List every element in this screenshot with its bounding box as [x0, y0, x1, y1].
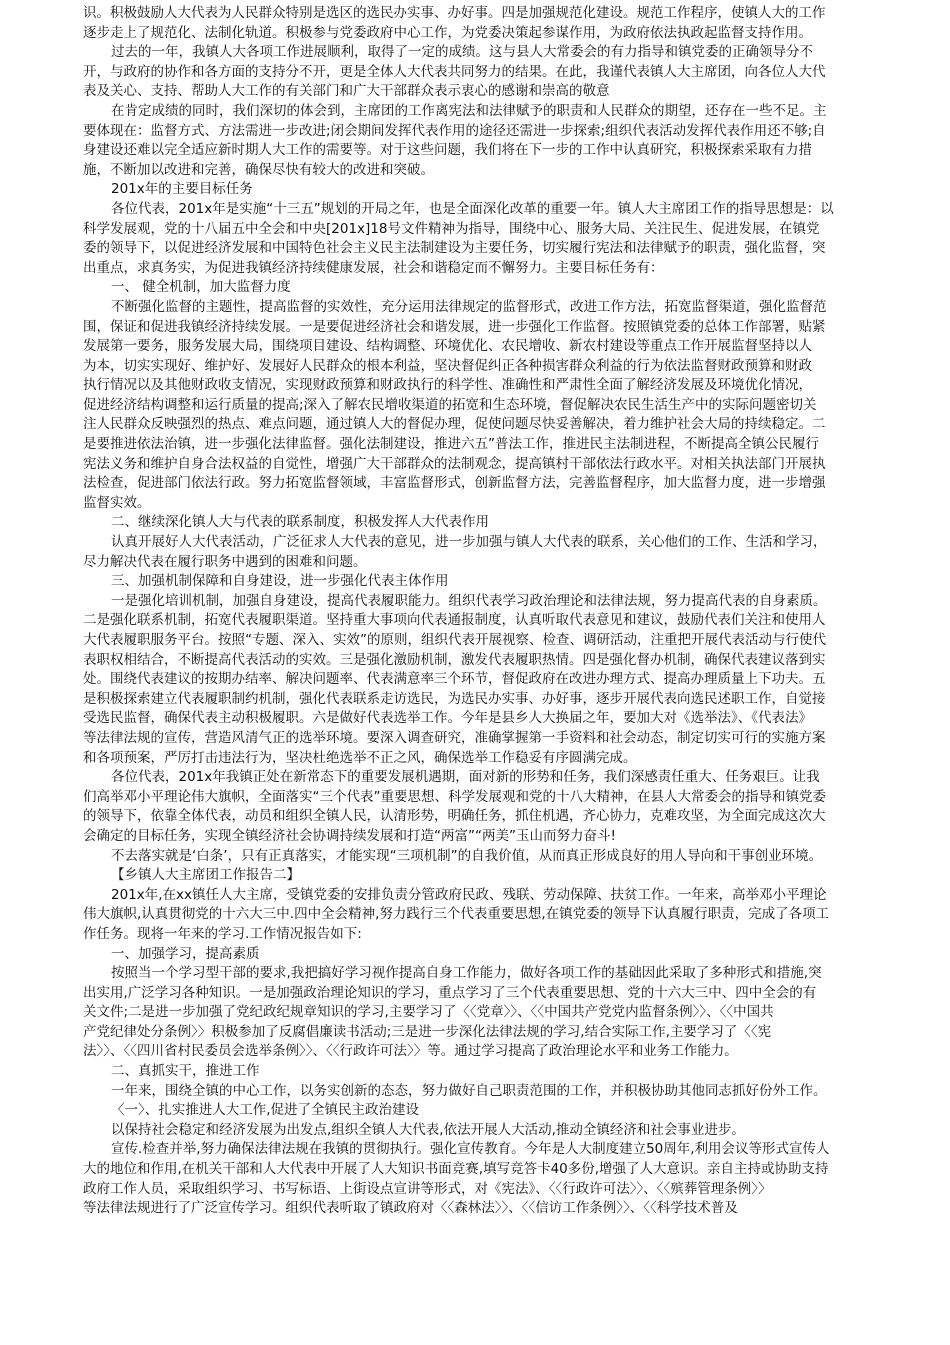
text-line: 监督实效。 — [83, 494, 151, 511]
text-line: 发展第一要务，服务发展大局，围绕项目建设、结构调整、环境优化、农民增收、新农村建设等重点工作开展监督坚持以人 — [83, 338, 812, 355]
text-line: 受选民监督，确保代表主动积极履职。六是做好代表选举工作。今年是县乡人大换届之年，要加大对《选举法》、《代表法》 — [83, 710, 812, 727]
text-line: 一年来，围绕全镇的中心工作，以务实创新的态态，努力做好自己职责范围的工作，并积极协助其他同志抓好份外工作。 — [111, 1082, 827, 1099]
text-line: 不断强化监督的主题性，提高监督的实效性，充分运用法律规定的监督形式，改进工作方法，拓宽监督渠道，强化监督范 — [111, 298, 827, 315]
text-line: 大代表履职服务平台。按照“专题、深入、实效”的原则，组织代表开展视察、检查、调研活动，注重把开展代表活动与行使代 — [83, 632, 826, 648]
text-line: 开，与政府的协作和各方面的支持分不开，更是全体人大代表共同努力的结果。在此，我谨代表镇人大主席团，向各位人大代 — [83, 63, 826, 80]
text-line: 二、继续深化镇人大与代表的联系制度，积极发挥人大代表作用 — [111, 514, 489, 531]
text-line: 以保持社会稳定和经济发展为出发点,组织全镇人大代表,依法开展人大活动,推动全镇经济和社会事业进步。 — [111, 1121, 745, 1138]
text-line: 各位代表，201x年是实施“十三五”规划的开局之年，也是全面深化改革的重要一年。镇人大主席团工作的指导思想是：以 — [111, 200, 834, 217]
text-line: 不去落实就是‘白条’，只有正真落实，才能实现“三项机制”的自我价值，从而真正形成良好的用人导向和干事创业环境。 — [111, 847, 823, 864]
text-line: 一是强化培训机制，加强自身建设，提高代表履职能力。组织代表学习政治理论和法律法规，努力提高代表的自身素质。 — [111, 592, 827, 609]
text-line: 一、 健全机制，加大监督力度 — [111, 279, 291, 296]
text-line: 在肯定成绩的同时，我们深切的体会到，主席团的工作离宪法和法律赋予的职责和人民群众的期望，还存在一些不足。主 — [111, 102, 827, 119]
text-line: 促进经济结构调整和运行质量的提高;深入了解农民增收渠道的拓宽和生态环境，督促解决农民生活生产中的实际问题密切关 — [83, 396, 817, 413]
text-line: 要体现在：监督方式、方法需进一步改进;闭会期间发挥代表作用的途径还需进一步探索;组织代表活动发挥代表作用还不够;自 — [83, 122, 826, 139]
text-line: 执行情况以及其他财政收支情况，实现财政预算和财政执行的科学性、准确性和严肃性全面了解经济发展及环境优化情况， — [83, 377, 812, 394]
text-line: 是积极探索建立代表履职制约机制，强化代表联系走访选民，为选民办实事、办好事，逐步开展代表向选民述职工作，自觉接 — [83, 690, 826, 707]
text-line: 三、加强机制保障和自身建设，进一步强化代表主体作用 — [111, 573, 449, 590]
text-line: 宣传.检查并举,努力确保法律法规在我镇的贯彻执行。强化宣传教育。今年是人大制度建立50周年,利用会议等形式宣传人 — [111, 1141, 830, 1158]
text-line: 和各项预案，严厉打击违法行为，坚决杜绝选举不正之风，确保选举工作稳妥有序圆满完成。 — [83, 749, 637, 766]
text-line: 按照当一个学习型干部的要求,我把搞好学习视作提高自身工作能力，做好各项工作的基础因此采取了多种形式和措施,突 — [111, 965, 822, 982]
text-line: 过去的一年，我镇人大各项工作进展顺利，取得了一定的成绩。这与县人大常委会的有力指导和镇党委的正确领导分不 — [111, 44, 813, 61]
text-line: 关文件;二是进一步加强了党纪政纪规章知识的学习,主要学习了〈〈党章〉〉、〈〈中国共产党党内监督条例〉〉、〈〈中国共 — [83, 1004, 774, 1021]
text-line: 认真开展好人大代表活动，广泛征求人大代表的意见，进一步加强与镇人大代表的联系，关心他们的工作、生活和学习， — [111, 534, 827, 551]
document-body — [83, 4, 904, 1219]
text-line: 身建设还难以完全适应新时期人大工作的需要等。对于这些问题，我们将在下一步的工作中认真研究，积极探索采取有力措 — [83, 142, 812, 159]
text-line: 识。积极鼓励人大代表为人民群众特别是选区的选民办实事、办好事。四是加强规范化建设。规范工作程序，使镇人大的工作 — [83, 5, 826, 21]
text-line: 大的地位和作用,在机关干部和人大代表中开展了人大知识书面竞赛,填写竞答卡40多份,增强了人大意识。亲自主持或协助支持 — [83, 1161, 829, 1178]
text-line: 宪法义务和维护自身合法权益的自觉性，增强广大干部群众的法制观念，提高镇村干部依法行政水平。对相关执法部门开展执 — [83, 455, 826, 472]
text-line: 逐步走上了规范化、法制化轨道。积极参与党委政府中心工作，为党委决策起参谋作用，为政府依法执政起监督支持作用。 — [83, 24, 812, 41]
text-line: 的领导下，依靠全体代表，动员和组织全镇人民，认清形势，明确任务，抓住机遇，齐心协力，克难攻坚，为全面完成这次大 — [83, 808, 826, 825]
text-line: 法检查，促进部门依法行政。努力拓宽监督领域，丰富监督形式，创新监督方法，完善监督程序，加大监督力度，进一步增强 — [83, 475, 826, 492]
text-line: 法〉〉、〈〈四川省村民委员会选举条例〉〉、〈〈行政许可法〉〉等。通过学习提高了政治理论水平和业务工作能力。 — [83, 1043, 738, 1060]
text-line: 政府工作人员，采取组织学习、书写标语、上街设点宣讲等形式，对《宪法》、〈〈行政许可法〉〉、〈〈殡葬管理条例〉〉 — [83, 1180, 772, 1197]
text-line: 出重点，求真务实，为促进我镇经济持续健康发展，社会和谐稳定而不懈努力。主要目标任务有： — [83, 259, 664, 276]
text-line: 为本，切实实现好、维护好、发展好人民群众的根本利益，坚决督促纠正各种损害群众利益的行为依法监督财政预算和财政 — [83, 357, 812, 374]
text-line: 等法律法规进行了广泛宣传学习。组织代表听取了镇政府对〈〈森林法〉〉、〈〈信访工作条例〉〉、〈〈科学技术普及 — [83, 1200, 738, 1217]
text-line: 委的领导下，以促进经济发展和中国特色社会主义民主法制建设为主要任务，切实履行宪法和法律赋予的职责，强化监督，突 — [83, 240, 826, 257]
text-line: 201x年的主要目标任务 — [111, 181, 253, 198]
text-line: 二是强化联系机制，拓宽代表履职渠道。坚持重大事项向代表通报制度，认真听取代表意见和建议，鼓励代表们关注和使用人 — [83, 612, 826, 629]
text-line: 围，保证和促进我镇经济持续发展。一是要促进经济社会和谐发展，进一步强化工作监督。按照镇党委的总体工作部署，贴紧 — [83, 318, 826, 335]
text-line: 二、真抓实干，推进工作 — [111, 1063, 260, 1080]
text-line: 出实用,广泛学习各种知识。一是加强政治理论知识的学习，重点学习了三个代表重要思想、党的十六大三中、四中全会的有 — [83, 984, 817, 1001]
text-line: 〈一〉、扎实推进人大工作,促进了全镇民主政治建设 — [111, 1102, 420, 1119]
text-line: 各位代表，201x年我镇正处在新常态下的重要发展机遇期，面对新的形势和任务，我们深感责任重大、任务艰巨。让我 — [111, 769, 820, 786]
text-line: 201x年,在xx镇任人大主席，受镇党委的安排负责分管政府民政、残联、劳动保障、扶贫工作。一年来，高举邓小平理论 — [111, 886, 827, 903]
text-line: 处。围绕代表建议的按期办结率、解决问题率、代表满意率三个环节，督促政府在改进办理方式、提高办理质量上下功夫。五 — [83, 671, 826, 688]
text-line: 产党纪律处分条例〉〉积极参加了反腐倡廉读书活动;三是进一步深化法律法规的学习,结合实际工作,主要学习了〈〈宪 — [83, 1023, 772, 1040]
text-line: 们高举邓小平理论伟大旗帜，全面落实“三个代表”重要思想、科学发展观和党的十八大精神，在县人大常委会的指导和镇党委 — [83, 788, 826, 805]
text-line: 等法律法规的宣传，营造风清气正的选举环境。要深入调查研究，准确掌握第一手资料和社会动态，制定切实可行的实施方案 — [83, 729, 826, 746]
text-line: 施，不断加以改进和完善，确保尽快有较大的改进和突破。 — [83, 161, 434, 178]
text-line: 一、加强学习，提高素质 — [111, 945, 260, 962]
text-line: 会确定的目标任务，实现全镇经济社会协调持续发展和打造“两富”“两美”玉山而努力奋斗! — [83, 827, 616, 844]
text-line: 注人民群众反映强烈的热点、难点问题，通过镇人大的督促办理，促使问题尽快妥善解决，着力维护社会大局的持续稳定。二 — [83, 416, 826, 433]
text-line: 是要推进依法治镇，进一步强化法律监督。强化法制建设，推进六五”普法工作，推进民主法制进程，不断提高全镇公民履行 — [83, 436, 819, 453]
text-line: 伟大旗帜,认真贯彻党的十六大三中.四中全会精神,努力践行三个代表重要思想,在镇党委的领导下认真履行职责，完成了各项工 — [83, 906, 830, 923]
text-line: 表职权相结合，不断提高代表活动的实效。三是强化激励机制，激发代表履职热情。四是强化督办机制，确保代表建议落到实 — [83, 651, 826, 668]
text-line: 尽力解决代表在履行职务中遇到的困难和问题。 — [83, 553, 367, 570]
text-line: 作任务。现将一年来的学习.工作情况报告如下: — [83, 925, 362, 942]
text-line: 【乡镇人大主席团工作报告二】 — [111, 867, 300, 884]
text-line: 科学发展观，党的十八届五中全会和中央[201x]18号文件精神为指导，围绕中心、服务大局、关注民生、促进发展，在镇党 — [83, 220, 820, 237]
text-line: 表及关心、支持、帮助人大工作的有关部门和广大干部群众表示衷心的感谢和崇高的敬意 — [83, 83, 610, 100]
